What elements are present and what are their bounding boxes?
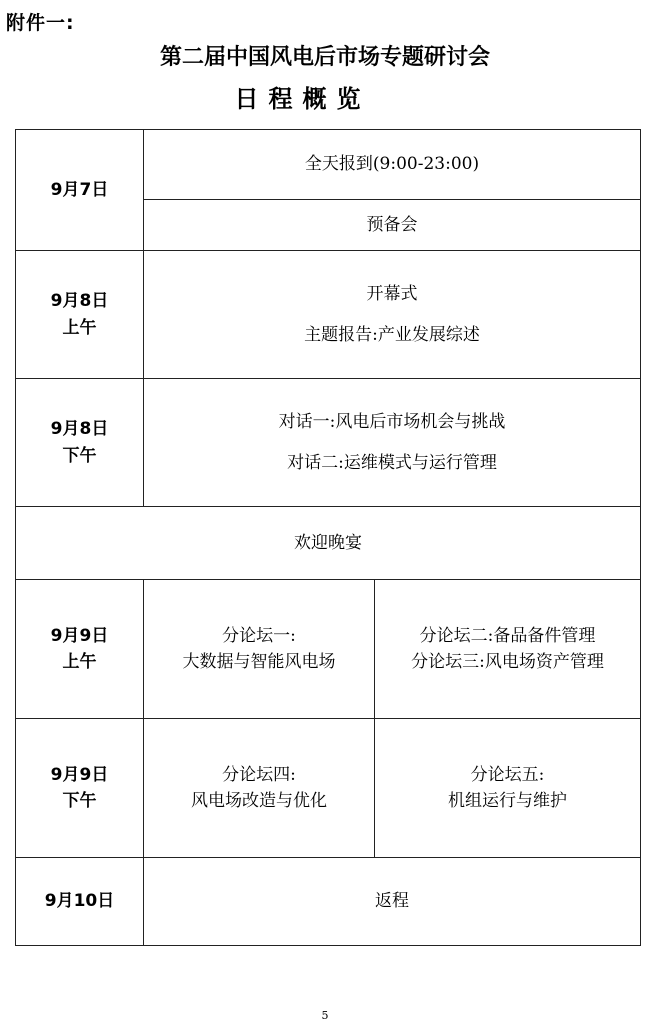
forum-topic: 风电场改造与优化 (191, 791, 327, 811)
event-cell (144, 858, 641, 946)
table-row (16, 130, 641, 200)
date-label: 9月10日 (44, 891, 115, 912)
date-label: 9月7日 (50, 179, 109, 200)
schedule-table (15, 129, 641, 946)
event-text: 全天报到(9:00-23:00) (304, 154, 480, 175)
event-text: 预备会 (366, 214, 418, 235)
forum-title: 分论坛三:风电场资产管理 (411, 652, 604, 672)
table-row (16, 507, 641, 580)
forum-topic: 大数据与智能风电场 (182, 652, 336, 672)
event-cell (144, 379, 641, 507)
document-subtitle: 日程概览 (234, 85, 371, 113)
period-label: 下午 (62, 445, 97, 466)
event-text: 对话一:风电后市场机会与挑战 (278, 412, 506, 433)
event-cell (144, 130, 641, 200)
table-row (16, 719, 641, 858)
document-title: 第二届中国风电后市场专题研讨会 (159, 45, 490, 70)
forum-cell-left (144, 580, 375, 719)
period-label: 上午 (62, 317, 97, 338)
period-label: 下午 (62, 791, 97, 811)
date-cell (16, 858, 144, 946)
period-label: 上午 (62, 652, 97, 672)
table-row (16, 379, 641, 507)
forum-cell-left (144, 719, 375, 858)
forum-topic: 机组运行与维护 (448, 791, 567, 811)
date-cell (16, 251, 144, 379)
banquet-text: 欢迎晚宴 (294, 532, 362, 553)
event-text: 开幕式 (366, 284, 418, 305)
page-number: 5 (321, 1009, 329, 1022)
date-label: 9月8日 (50, 291, 109, 312)
table-row (16, 580, 641, 719)
event-cell (144, 200, 641, 251)
event-cell (144, 251, 641, 379)
forum-title: 分论坛五: (470, 764, 545, 785)
date-label: 9月9日 (50, 625, 109, 646)
date-label: 9月9日 (50, 764, 109, 785)
forum-title: 分论坛一: (222, 625, 296, 646)
date-cell (16, 580, 144, 719)
date-cell (16, 379, 144, 507)
date-cell (16, 130, 144, 251)
forum-cell-right (375, 719, 641, 858)
date-label: 9月8日 (50, 419, 109, 440)
event-text: 主题报告:产业发展综述 (304, 324, 480, 345)
event-text: 返程 (375, 891, 409, 912)
date-cell (16, 719, 144, 858)
forum-cell-right (375, 580, 641, 719)
banquet-cell (16, 507, 641, 580)
event-text: 对话二:运维模式与运行管理 (287, 452, 497, 473)
table-row (16, 251, 641, 379)
forum-title: 分论坛二:备品备件管理 (419, 625, 596, 646)
attachment-label: 附件一: (6, 12, 75, 34)
table-row (16, 858, 641, 946)
forum-title: 分论坛四: (222, 764, 296, 785)
